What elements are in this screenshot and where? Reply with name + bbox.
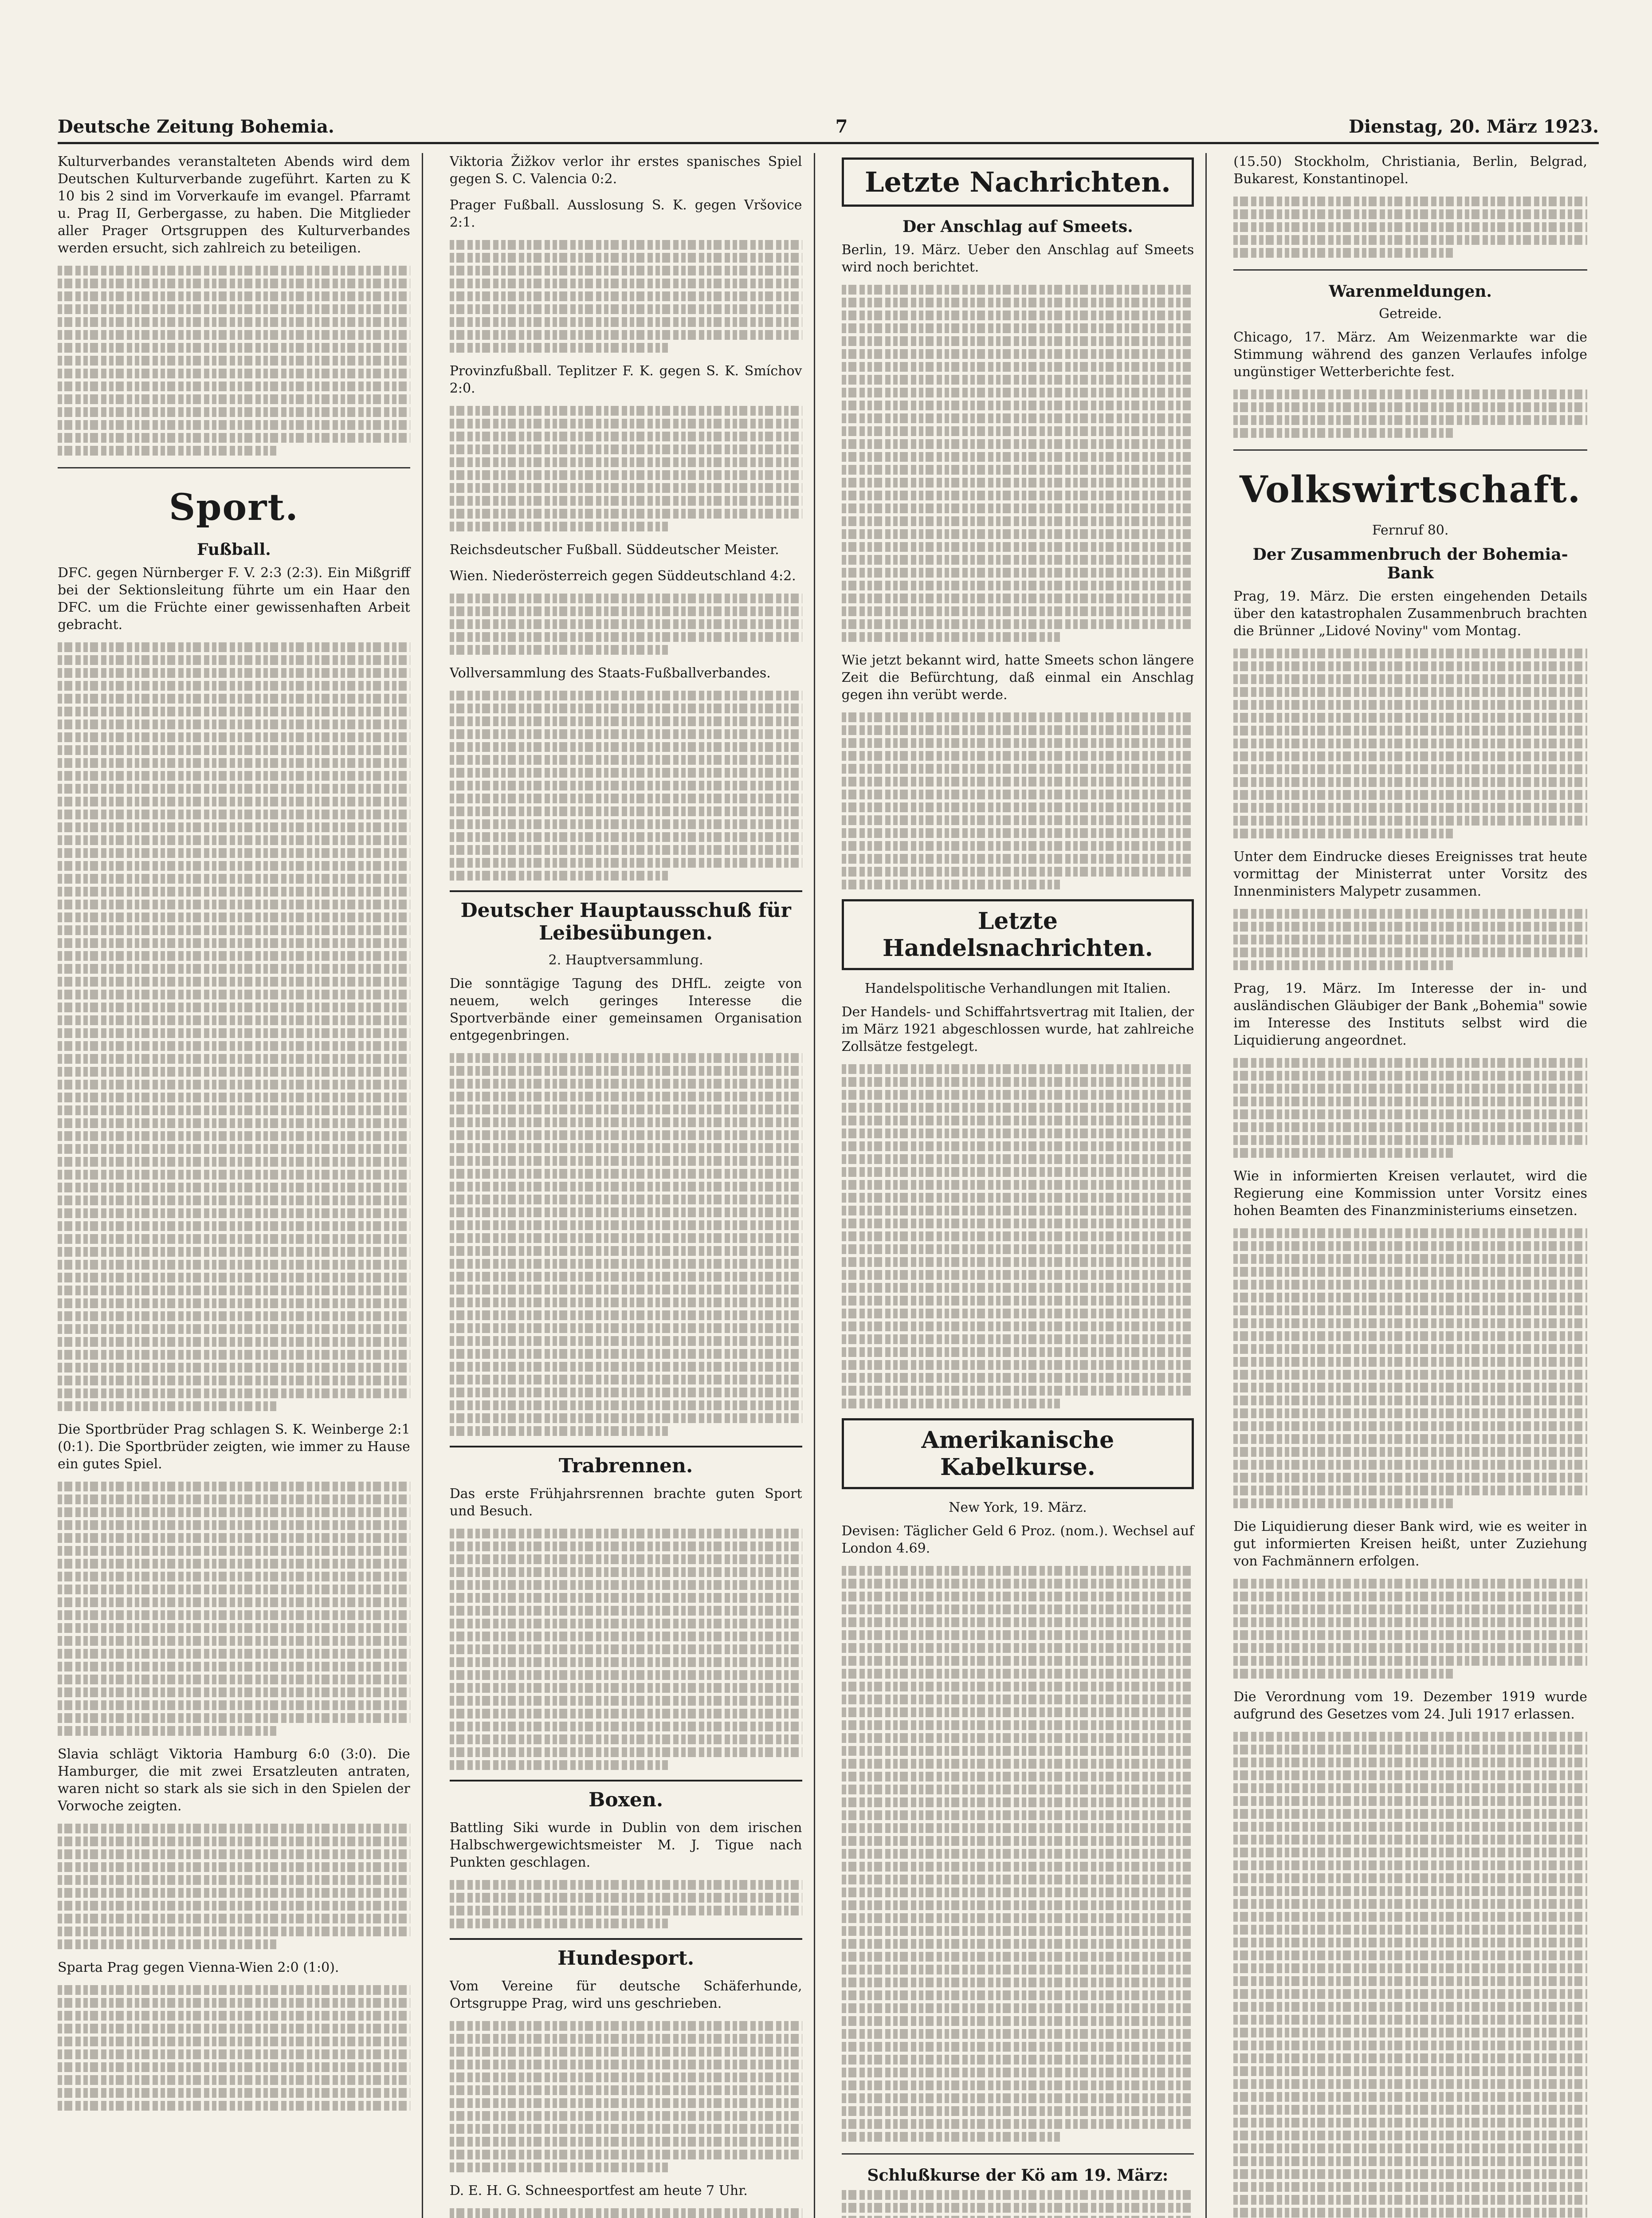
heading-volkswirtschaft: Volkswirtschaft. [1239,468,1581,511]
subheading-fussball: Fußball. [196,540,271,559]
subheading-anschlag-smeets: Der Anschlag auf Smeets. [903,217,1133,236]
text-block [450,1529,802,1770]
article-chicago: Chicago, 17. März. Am Weizenmarkte war die Stimmung während des ganzen Verlaufes infolge ungünstiger Wetterberichte fest. [1233,330,1587,380]
text-block [450,1880,802,1928]
article-slavia: Slavia schlägt Viktoria Hamburg 6:0 (3:0). Die Hamburger, die mit zwei Ersatzleuten antraten, waren nicht so stark als sie sich in den Spielen der Vorwoche zeigten. [58,1746,410,1814]
newspaper-title: Deutsche Zeitung Bohemia. [58,116,334,137]
text-block [1233,1058,1587,1158]
heading-letzte-handelsnachrichten: Letzte Handelsnachrichten. [842,899,1194,970]
text-block [58,642,410,1411]
text-block [1233,649,1587,838]
column-4 [1233,153,1599,2218]
article-bank-communique: Prag, 19. März. Im Interesse der in- und ausländischen Gläubiger der Bank „Bohemia" sowie im Interesse des Instituts selbst wird die Liquidierung angeordnet. [1233,981,1587,1048]
article-bank-3: Wie in informierten Kreisen verlautet, wird die Regierung eine Kommission unter Vorsitz eines hohen Beamten des Finanzministeriums einsetzen. [1233,1168,1587,1219]
section-heading-sport: Sport. [169,486,299,529]
heading-letzte-nachrichten: Letzte Nachrichten. [842,157,1194,207]
text-block [450,1053,802,1436]
article-dhfl: Die sonntägige Tagung des DHfL. zeigte von neuem, welch geringes Interesse die Sportverbände einer gemeinsamen Organisation entgegenbringen. [449,976,802,1043]
text-block [1233,909,1587,970]
text-block [842,712,1194,889]
page-columns [58,153,1599,2218]
heading-boxen: Boxen. [450,1780,802,1811]
subheading-new-york: New York, 19. März. [949,1500,1087,1515]
text-block [58,266,410,456]
text-block [1233,1579,1587,1679]
text-block [58,1482,410,1736]
heading-bohemia-bank: Der Zusammenbruch der Bohemia-Bank [1252,545,1568,582]
article-smeets-2: Wie jetzt bekannt wird, hatte Smeets schon längere Zeit die Befürchtung, daß einmal ein Anschlag gegen ihn verübt werde. [841,653,1194,703]
article-sportbrueder: Die Sportbrüder Prag schlagen S. K. Weinberge 2:1 (0:1). Die Sportbrüder zeigten, wie immer zu Hause ein gutes Spiel. [58,1422,410,1472]
text-block [1233,197,1587,258]
running-head [58,111,1599,144]
article-provinzfussball: Provinzfußball. Teplitzer F. K. gegen S. K. Smíchov 2:0. [449,363,802,396]
heading-schlusskurse: Schlußkurse der Kö am 19. März: [867,2166,1169,2185]
column-2 [450,153,815,2218]
text-block [842,1566,1194,2142]
heading-hundesport: Hundesport. [450,1938,802,1970]
text-block [1233,1732,1587,2218]
article-vollversammlung: Vollversammlung des Staats-Fußballverbandes. [449,665,771,681]
text-block [450,240,802,353]
article-schneesportfest: D. E. H. G. Schneesportfest am heute 7 Uhr. [449,2183,748,2198]
column-1 [58,153,423,2218]
article-wien: Wien. Niederösterreich gegen Süddeutschland 4:2. [449,568,796,584]
subheading-fernruf: Fernruf 80. [1372,523,1449,538]
text-block [1233,389,1587,438]
text-block [450,2021,802,2172]
article-verordnung: Die Verordnung vom 19. Dezember 1919 wurde aufgrund des Gesetzes vom 24. Juli 1917 erlassen. [1233,1689,1587,1722]
article-smeets-1: Berlin, 19. März. Ueber den Anschlag auf Smeets wird noch berichtet. [841,242,1194,275]
column-3 [842,153,1207,2218]
article-bank-4: Die Liquidierung dieser Bank wird, wie es weiter in gut informierten Kreisen heißt, unter Zuziehung von Fachmännern erfolgen. [1233,1519,1587,1569]
article-trabrennen: Das erste Frühjahrsrennen brachte guten Sport und Besuch. [449,1486,802,1519]
text-block [58,1985,410,2111]
page-number: 7 [835,116,848,137]
article-italien: Der Handels- und Schiffahrtsvertrag mit Italien, der im März 1921 abgeschlossen wurde, hat zahlreiche Zollsätze festgelegt. [841,1004,1194,1054]
article-sparta: Sparta Prag gegen Vienna-Wien 2:0 (1:0). [58,1960,339,1975]
text-block [842,2190,1194,2218]
text-block [450,691,802,881]
text-block [1233,1228,1587,1508]
heading-warenmeldungen: Warenmeldungen. [1329,282,1492,301]
text-block [58,1824,410,1949]
article-boxen: Battling Siki wurde in Dublin von dem irischen Halbschwergewichtsmeister M. J. Tigue nach Punkten geschlagen. [449,1820,802,1870]
culture-notice: Kulturverbandes veranstalteten Abends wird dem Deutschen Kulturverbande zugeführt. Karten zu K 10 bis 2 sind im Vorverkaufe im evangel. Pfarramt u. Prag II, Gerbergasse, zu haben. Die Mitglieder aller Prager Ortsgruppen des Kulturverbandes werden ersucht, sich zahlreich zu beteiligen. [58,154,410,256]
article-hundesport: Vom Vereine für deutsche Schäferhunde, Ortsgruppe Prag, wird uns geschrieben. [449,1978,802,2011]
article-bank-2: Unter dem Eindrucke dieses Ereignisses trat heute vormittag der Ministerrat unter Vorsitz des Innenministers Malypetr zusammen. [1233,849,1587,899]
subheading-hauptversammlung: 2. Hauptversammlung. [548,952,703,968]
heading-trabrennen: Trabrennen. [450,1446,802,1477]
text-block [450,594,802,655]
text-block [842,285,1194,642]
article-reichsdeutscher-fussball: Reichsdeutscher Fußball. Süddeutscher Meister. [449,542,779,558]
subheading-italien: Handelspolitische Verhandlungen mit Italien. [864,981,1171,996]
article-viktoria-zizkov: Viktoria Žižkov verlor ihr erstes spanisches Spiel gegen S. C. Valencia 0:2. [449,154,802,187]
article-bank-1: Prag, 19. März. Die ersten eingehenden Details über den katastrophalen Zusammenbruch brachten die Brünner „Lidové Noviny" vom Montag. [1233,589,1587,639]
article-dfc-nuernberg: DFC. gegen Nürnberger F. V. 2:3 (2:3). Ein Mißgriff bei der Sektionsleitung führte um ein Haar den DFC. um die Früchte einer gewissenhaften Arbeit gebracht. [58,565,410,633]
article-devisen: Devisen: Täglicher Geld 6 Proz. (nom.). Wechsel auf London 4.69. [841,1523,1194,1556]
article-devisenkurse: (15.50) Stockholm, Christiania, Berlin, Belgrad, Bukarest, Konstantinopel. [1233,154,1587,187]
issue-date: Dienstag, 20. März 1923. [1349,116,1599,137]
heading-hauptausschuss: Deutscher Hauptausschuß für Leibesübungen. [450,890,802,944]
heading-kabelkurse: Amerikanische Kabelkurse. [842,1418,1194,1489]
text-block [450,406,802,531]
article-prager-fussball: Prager Fußball. Ausslosung S. K. gegen Vršovice 2:1. [449,197,802,230]
text-block [450,2208,802,2218]
subheading-getreide: Getreide. [1379,306,1442,322]
text-block [842,1064,1194,1408]
